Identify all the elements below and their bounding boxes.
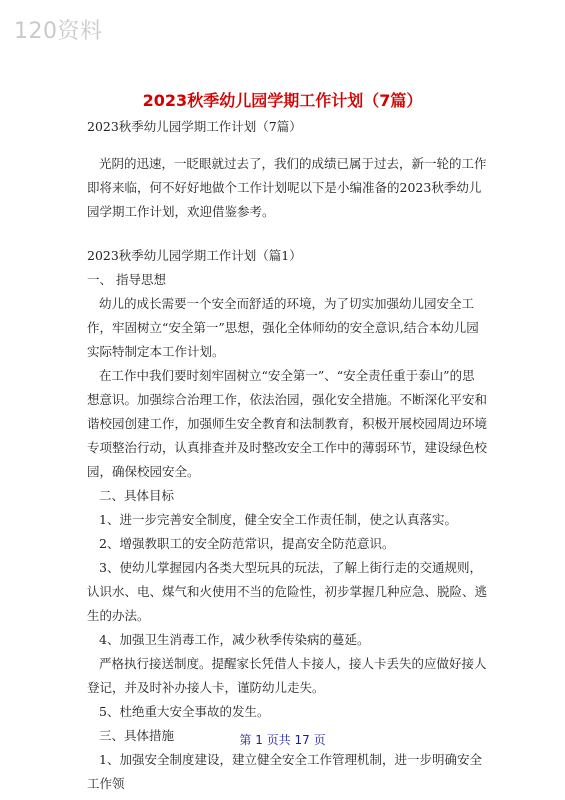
page-footer: 第 1 页共 17 页: [239, 733, 326, 747]
list-item: 2、增强教职工的安全防范常识，提高安全防范意识。: [99, 536, 395, 551]
paragraph: 在工作中我们要时刻牢固树立“安全第一”、“安全责任重于泰山”的思想意识。加强综合治理工作，依法治园，强化安全措施。不断深化平安和谐校园创建工作，加强师生安全教育和法制教育，积极开展校园周边环境专项整治行动，认真排查并及时整改安全工作中的薄弱环节，建设绿色校园，确保校园安全。: [87, 368, 488, 479]
part-title-measures: 三、具体措施: [99, 728, 175, 743]
section-heading: 2023秋季幼儿园学期工作计划（篇1）: [87, 248, 302, 263]
part-title-guiding: 一、 指导思想: [87, 272, 166, 287]
paragraph: 严格执行接送制度。提醒家长凭借人卡接人，接人卡丢失的应做好接人登记，并及时补办接人卡，谨防幼儿走失。: [87, 656, 487, 695]
document-subtitle: 2023秋季幼儿园学期工作计划（7篇）: [87, 119, 302, 134]
list-item: 3、使幼儿掌握园内各类大型玩具的玩法，了解上街行走的交通规则，认识水、电、煤气和火使用不当的危险性，初步掌握几种应急、脱险、逃生的办法。: [87, 560, 488, 623]
section-content: [87, 244, 487, 796]
list-item: 1、加强安全制度建设，建立健全安全工作管理机制，进一步明确安全工作领: [87, 752, 482, 791]
paragraph: 幼儿的成长需要一个安全而舒适的环境，为了切实加强幼儿园安全工作，牢固树立“安全第一”思想，强化全体师幼的安全意识,结合本幼儿园实际特制定本工作计划。: [87, 296, 479, 359]
watermark: 120资料: [14, 19, 103, 44]
part-title-goals: 二、具体目标: [99, 488, 175, 503]
list-item: 4、加强卫生消毒工作，减少秋季传染病的蔓延。: [99, 632, 370, 647]
list-item: 5、杜绝重大安全事故的发生。: [99, 704, 270, 719]
document-title: 2023秋季幼儿园学期工作计划（7篇）: [142, 91, 423, 110]
list-item: 1、进一步完善安全制度，健全安全工作责任制，使之认真落实。: [99, 512, 457, 527]
intro-paragraph: 光阴的迅速，一眨眼就过去了，我们的成绩已属于过去，新一轮的工作即将来临，何不好好地做个工作计划呢以下是小编准备的2023秋季幼儿园学期工作计划，欢迎借鉴参考。: [87, 156, 487, 219]
